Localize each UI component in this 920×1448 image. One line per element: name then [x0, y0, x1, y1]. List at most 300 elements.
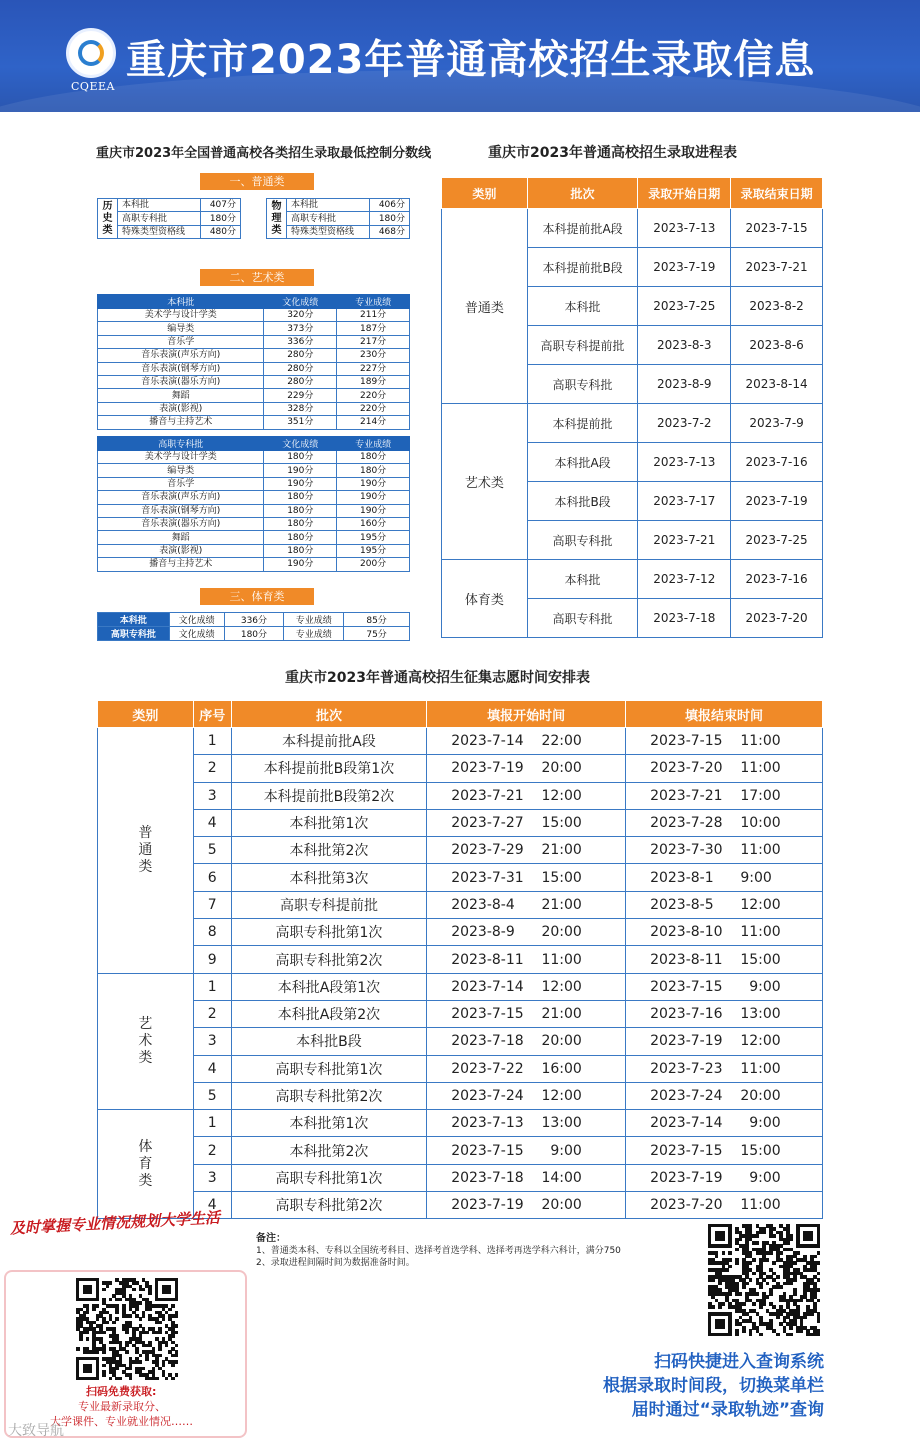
volunteer-row	[98, 809, 823, 836]
qr-module	[789, 1326, 793, 1330]
qr-module	[728, 1265, 732, 1269]
history-score: 180分	[200, 212, 240, 225]
qr-module	[171, 1377, 175, 1381]
qr-module	[125, 1344, 129, 1348]
cta-line-2: 根据录取时间段，切换菜单栏	[603, 1376, 824, 1396]
volunteer-category-char: 普	[138, 824, 153, 841]
art-vocational-major-score: 180分	[337, 451, 410, 464]
qr-module	[776, 1275, 780, 1279]
art-bachelor-culture-score: 280分	[264, 362, 337, 375]
volunteer-batch: 本科批第3次	[231, 864, 427, 891]
qr-module	[162, 1317, 166, 1321]
volunteer-batch: 本科批第1次	[231, 1110, 427, 1137]
qr-module	[779, 1251, 783, 1255]
cta-text	[484, 1350, 824, 1422]
volunteer-end-time: 2023-7-21 17:00	[626, 782, 823, 809]
physics-category	[267, 199, 287, 239]
sport-row	[98, 627, 410, 641]
volunteer-row	[98, 1028, 823, 1055]
art-bachelor-culture-score: 336分	[264, 335, 337, 348]
qr-module	[776, 1333, 780, 1337]
qr-module	[119, 1298, 123, 1302]
volunteer-start-time: 2023-7-18 14:00	[427, 1164, 626, 1191]
qr-module	[752, 1258, 756, 1262]
progress-batch: 本科提前批	[527, 404, 638, 443]
volunteer-end-time: 2023-8-11 15:00	[626, 946, 823, 973]
sport-major-score: 75分	[344, 627, 410, 641]
notes-title: 备注：	[256, 1233, 286, 1244]
qr-module	[139, 1360, 143, 1364]
qr-module	[135, 1308, 139, 1312]
qr-module	[175, 1360, 179, 1364]
progress-end-date: 2023-7-15	[731, 209, 823, 248]
art-vocational-major: 音乐表演(声乐方向)	[98, 491, 264, 504]
qr-module	[735, 1261, 739, 1265]
qr-module	[86, 1331, 90, 1335]
qr-module	[759, 1285, 763, 1289]
progress-end-date: 2023-7-21	[731, 248, 823, 287]
qr-module	[112, 1321, 116, 1325]
progress-end-date: 2023-8-2	[731, 287, 823, 326]
volunteer-start-time: 2023-7-15 9:00	[427, 1137, 626, 1164]
art-bachelor-culture-score: 351分	[264, 416, 337, 429]
volunteer-row	[98, 837, 823, 864]
page-title: 重庆市2023年普通高校招生录取信息	[126, 37, 816, 83]
progress-batch: 高职专科批	[527, 521, 638, 560]
art-vocational-major-score: 190分	[337, 477, 410, 490]
art-vocational-row	[98, 464, 410, 477]
volunteer-seq: 2	[193, 1137, 231, 1164]
volunteer-category-char: 类	[138, 1172, 153, 1189]
progress-batch: 本科批A段	[527, 443, 638, 482]
history-batch: 特殊类型资格线	[118, 225, 201, 238]
qr-module	[800, 1299, 804, 1303]
qr-module	[769, 1251, 773, 1255]
volunteer-end-time: 2023-7-14 9:00	[626, 1110, 823, 1137]
qr-module	[749, 1261, 753, 1265]
qr-module	[722, 1302, 726, 1306]
art-bachelor-major-score: 187分	[337, 322, 410, 335]
qr-module	[115, 1367, 119, 1371]
promo-qr-code[interactable]	[76, 1278, 178, 1380]
progress-row	[442, 404, 823, 443]
sport-major-label: 专业成绩	[284, 613, 344, 627]
physics-row	[267, 199, 410, 212]
volunteer-category-char: 通	[138, 841, 153, 858]
progress-start-date: 2023-7-12	[638, 560, 731, 599]
qr-module	[109, 1281, 113, 1285]
qr-module	[772, 1261, 776, 1265]
qr-module	[139, 1317, 143, 1321]
qr-module	[175, 1373, 179, 1377]
art-bachelor-row	[98, 375, 410, 388]
art-vocational-major: 美术学与设计学类	[98, 451, 264, 464]
volunteer-row	[98, 728, 823, 755]
qr-module	[766, 1295, 770, 1299]
volunteer-end-time: 2023-7-20 11:00	[626, 1192, 823, 1219]
sport-culture-label: 文化成绩	[169, 613, 224, 627]
art-vocational-row	[98, 477, 410, 490]
volunteer-seq: 9	[193, 946, 231, 973]
volunteer-row	[98, 891, 823, 918]
qr-module	[749, 1278, 753, 1282]
art-vocational-row	[98, 491, 410, 504]
volunteer-batch: 高职专科批第1次	[231, 1164, 427, 1191]
art-vocational-row	[98, 451, 410, 464]
qr-module	[793, 1278, 797, 1282]
qr-module	[803, 1316, 807, 1320]
qr-module	[817, 1319, 821, 1323]
progress-header: 录取开始日期	[638, 178, 731, 209]
art-bachelor-major: 舞蹈	[98, 389, 264, 402]
qr-module	[756, 1241, 760, 1245]
sport-major-score: 85分	[344, 613, 410, 627]
qr-module	[793, 1292, 797, 1296]
qr-module	[752, 1272, 756, 1276]
qr-finder-pattern	[803, 1231, 813, 1241]
qr-module	[800, 1329, 804, 1333]
qr-module	[102, 1288, 106, 1292]
qr-module	[175, 1331, 179, 1335]
qr-module	[766, 1258, 770, 1262]
history-cutoff-table	[97, 198, 241, 239]
general-label: 一、普通类	[200, 173, 314, 190]
art-vocational-culture-score: 190分	[264, 558, 337, 571]
qr-module	[776, 1316, 780, 1320]
history-category	[98, 199, 118, 239]
physics-row	[267, 225, 410, 238]
progress-start-date: 2023-8-9	[638, 365, 731, 404]
qr-module	[86, 1337, 90, 1341]
volunteer-row	[98, 1082, 823, 1109]
qr-module	[756, 1292, 760, 1296]
art-vocational-major: 舞蹈	[98, 531, 264, 544]
progress-header: 类别	[442, 178, 528, 209]
qr-module	[722, 1251, 726, 1255]
progress-start-date: 2023-7-2	[638, 404, 731, 443]
art-bachelor-major-score: 220分	[337, 389, 410, 402]
volunteer-batch: 本科批B段	[231, 1028, 427, 1055]
qr-module	[759, 1305, 763, 1309]
art-vocational-major-score: 195分	[337, 544, 410, 557]
volunteer-category-char: 育	[138, 1155, 153, 1172]
progress-start-date: 2023-7-18	[638, 599, 731, 638]
volunteer-seq: 2	[193, 755, 231, 782]
volunteer-seq: 1	[193, 973, 231, 1000]
physics-cutoff-table	[266, 198, 410, 239]
progress-start-date: 2023-7-25	[638, 287, 731, 326]
sport-row	[98, 613, 410, 627]
notes	[256, 1233, 621, 1269]
history-batch: 高职专科批	[118, 212, 201, 225]
qr-module	[735, 1333, 739, 1337]
progress-batch: 本科提前批A段	[527, 209, 638, 248]
qr-module	[789, 1282, 793, 1286]
qr-module	[772, 1234, 776, 1238]
art-vocational-row	[98, 517, 410, 530]
qr-module	[96, 1350, 100, 1354]
qr-module	[139, 1301, 143, 1305]
progress-batch: 本科批	[527, 560, 638, 599]
volunteer-end-time: 2023-7-23 11:00	[626, 1055, 823, 1082]
volunteer-end-time: 2023-8-1 9:00	[626, 864, 823, 891]
volunteer-batch: 本科提前批A段	[231, 728, 427, 755]
volunteer-row	[98, 755, 823, 782]
qr-module	[715, 1255, 719, 1259]
art-bachelor-major-score: 230分	[337, 349, 410, 362]
volunteer-start-time: 2023-8-11 11:00	[427, 946, 626, 973]
volunteer-row	[98, 946, 823, 973]
volunteer-end-time: 2023-7-20 11:00	[626, 755, 823, 782]
qr-module	[142, 1367, 146, 1371]
header-banner	[0, 0, 920, 112]
promo-line-1: 扫码免费获取:	[86, 1385, 157, 1398]
cta-line-1: 扫码快捷进入查询系统	[654, 1352, 824, 1372]
history-score: 480分	[200, 225, 240, 238]
art-bachelor-culture-score: 280分	[264, 375, 337, 388]
art-bachelor-major-score: 189分	[337, 375, 410, 388]
progress-start-date: 2023-7-17	[638, 482, 731, 521]
volunteer-end-time: 2023-8-5 12:00	[626, 891, 823, 918]
volunteer-header: 类别	[98, 701, 194, 728]
art-bachelor-culture-score: 229分	[264, 389, 337, 402]
qr-module	[76, 1347, 80, 1351]
history-batch: 本科批	[118, 199, 201, 212]
volunteer-start-time: 2023-7-14 22:00	[427, 728, 626, 755]
volunteer-end-time: 2023-7-15 15:00	[626, 1137, 823, 1164]
volunteer-title: 重庆市2023年普通高校招生征集志愿时间安排表	[285, 670, 590, 686]
art-vocational-major-score: 180分	[337, 464, 410, 477]
qr-module	[86, 1311, 90, 1315]
volunteer-row	[98, 919, 823, 946]
qr-module	[102, 1373, 106, 1377]
qr-finder-pattern	[162, 1285, 172, 1295]
art-bachelor-major-score: 227分	[337, 362, 410, 375]
sport-cutoff-table	[97, 612, 410, 641]
progress-batch: 高职专科批	[527, 365, 638, 404]
qr-module	[796, 1251, 800, 1255]
volunteer-batch: 高职专科批第1次	[231, 1055, 427, 1082]
qr-module	[752, 1302, 756, 1306]
art-vocational-culture-score: 180分	[264, 517, 337, 530]
qr-module	[742, 1285, 746, 1289]
volunteer-end-time: 2023-7-28 10:00	[626, 809, 823, 836]
art-bachelor-major-score: 220分	[337, 402, 410, 415]
art-vocational-major: 音乐表演(钢琴方向)	[98, 504, 264, 517]
qr-finder-pattern	[83, 1364, 93, 1374]
qr-module	[175, 1314, 179, 1318]
qr-finder-pattern	[715, 1319, 725, 1329]
physics-batch: 特殊类型资格线	[287, 225, 370, 238]
progress-start-date: 2023-7-19	[638, 248, 731, 287]
qr-module	[759, 1333, 763, 1337]
logo-text: CQEEA	[71, 80, 115, 93]
progress-header: 录取结束日期	[731, 178, 823, 209]
qr-module	[109, 1377, 113, 1381]
progress-end-date: 2023-7-20	[731, 599, 823, 638]
volunteer-row	[98, 1000, 823, 1027]
physics-batch: 高职专科批	[287, 212, 370, 225]
art-vocational-major-score: 200分	[337, 558, 410, 571]
art-vocational-culture-score: 180分	[264, 531, 337, 544]
physics-category-char: 物	[271, 200, 282, 212]
art-bachelor-major-score: 211分	[337, 309, 410, 322]
qr-module	[96, 1304, 100, 1308]
art-bachelor-major: 音乐表演(器乐方向)	[98, 375, 264, 388]
history-score: 407分	[200, 199, 240, 212]
volunteer-batch: 本科提前批B段第2次	[231, 782, 427, 809]
volunteer-batch: 本科批A段第1次	[231, 973, 427, 1000]
sport-label: 三、体育类	[200, 588, 314, 605]
qr-module	[718, 1305, 722, 1309]
volunteer-row	[98, 1055, 823, 1082]
qr-module	[139, 1354, 143, 1358]
qr-module	[793, 1261, 797, 1265]
qr-module	[92, 1308, 96, 1312]
volunteer-start-time: 2023-7-31 15:00	[427, 864, 626, 891]
qr-module	[789, 1333, 793, 1337]
volunteer-category	[98, 973, 194, 1109]
volunteer-seq: 3	[193, 782, 231, 809]
art-vocational-major-score: 190分	[337, 504, 410, 517]
physics-category-char: 理	[271, 212, 282, 224]
art-header-major-2: 专业成绩	[337, 437, 410, 451]
volunteer-seq: 4	[193, 809, 231, 836]
volunteer-start-time: 2023-7-27 15:00	[427, 809, 626, 836]
qr-module	[165, 1377, 169, 1381]
volunteer-end-time: 2023-7-30 11:00	[626, 837, 823, 864]
qr-module	[102, 1331, 106, 1335]
progress-row	[442, 560, 823, 599]
art-vocational-culture-score: 180分	[264, 504, 337, 517]
volunteer-start-time: 2023-7-24 12:00	[427, 1082, 626, 1109]
qr-module	[769, 1292, 773, 1296]
volunteer-end-time: 2023-8-10 11:00	[626, 919, 823, 946]
volunteer-batch: 高职专科批第2次	[231, 1082, 427, 1109]
qr-module	[813, 1255, 817, 1259]
volunteer-start-time: 2023-7-21 12:00	[427, 782, 626, 809]
art-label: 二、艺术类	[200, 269, 314, 286]
progress-batch: 本科批B段	[527, 482, 638, 521]
physics-row	[267, 212, 410, 225]
volunteer-batch: 高职专科批第1次	[231, 919, 427, 946]
qr-module	[728, 1251, 732, 1255]
qr-module	[745, 1282, 749, 1286]
qr-module	[789, 1238, 793, 1242]
qr-module	[145, 1331, 149, 1335]
qr-module	[711, 1278, 715, 1282]
qr-module	[115, 1317, 119, 1321]
progress-header: 批次	[527, 178, 638, 209]
qr-module	[762, 1231, 766, 1235]
art-bachelor-major: 播音与主持艺术	[98, 416, 264, 429]
volunteer-seq: 8	[193, 919, 231, 946]
volunteer-batch: 本科批第2次	[231, 1137, 427, 1164]
volunteer-seq: 5	[193, 837, 231, 864]
progress-category: 艺术类	[442, 404, 528, 560]
volunteer-start-time: 2023-7-13 13:00	[427, 1110, 626, 1137]
qr-module	[162, 1364, 166, 1368]
progress-end-date: 2023-7-25	[731, 521, 823, 560]
qr-module	[817, 1272, 821, 1276]
progress-start-date: 2023-7-21	[638, 521, 731, 560]
art-bachelor-major: 音乐表演(声乐方向)	[98, 349, 264, 362]
art-vocational-major: 编导类	[98, 464, 264, 477]
volunteer-end-time: 2023-7-16 13:00	[626, 1000, 823, 1027]
art-vocational-row	[98, 531, 410, 544]
qr-module	[79, 1337, 83, 1341]
art-bachelor-culture-score: 280分	[264, 349, 337, 362]
qr-module	[742, 1329, 746, 1333]
volunteer-batch: 本科批A段第2次	[231, 1000, 427, 1027]
promo-text	[50, 1384, 240, 1429]
qr-finder-pattern	[83, 1285, 93, 1295]
qr-module	[742, 1302, 746, 1306]
sport-culture-label: 文化成绩	[169, 627, 224, 641]
art-vocational-major-score: 190分	[337, 491, 410, 504]
art-bachelor-row	[98, 402, 410, 415]
art-vocational-major: 音乐表演(器乐方向)	[98, 517, 264, 530]
volunteer-seq: 3	[193, 1028, 231, 1055]
volunteer-seq: 1	[193, 1110, 231, 1137]
art-vocational-culture-score: 190分	[264, 477, 337, 490]
promo-line-2: 专业最新录取分、	[78, 1400, 166, 1413]
volunteer-end-time: 2023-7-24 20:00	[626, 1082, 823, 1109]
art-vocational-culture-score: 180分	[264, 491, 337, 504]
history-category-char: 史	[102, 212, 113, 224]
volunteer-seq: 4	[193, 1192, 231, 1219]
volunteer-batch: 本科批第1次	[231, 809, 427, 836]
qr-module	[96, 1317, 100, 1321]
qr-module	[175, 1324, 179, 1328]
volunteer-seq: 1	[193, 728, 231, 755]
qr-module	[106, 1285, 110, 1289]
art-bachelor-major-score: 217分	[337, 335, 410, 348]
qr-module	[735, 1248, 739, 1252]
qr-module	[749, 1333, 753, 1337]
volunteer-category	[98, 728, 194, 974]
qr-module	[171, 1334, 175, 1338]
art-vocational-major: 音乐学	[98, 477, 264, 490]
logo-ring-icon	[78, 40, 104, 66]
volunteer-row	[98, 1164, 823, 1191]
volunteer-start-time: 2023-7-29 21:00	[427, 837, 626, 864]
progress-title: 重庆市2023年普通高校招生录取进程表	[488, 145, 737, 161]
volunteer-seq: 7	[193, 891, 231, 918]
qr-module	[129, 1367, 133, 1371]
volunteer-batch: 高职专科批第2次	[231, 946, 427, 973]
art-vocational-row	[98, 558, 410, 571]
volunteer-row	[98, 782, 823, 809]
history-row	[98, 212, 241, 225]
art-bachelor-major-score: 214分	[337, 416, 410, 429]
volunteer-end-time: 2023-7-15 9:00	[626, 973, 823, 1000]
qr-module	[132, 1288, 136, 1292]
note-item-2: 2、录取进程间隔时间为数据准备时间。	[256, 1258, 415, 1268]
qr-module	[119, 1377, 123, 1381]
qr-module	[817, 1288, 821, 1292]
volunteer-batch: 本科批第2次	[231, 837, 427, 864]
qr-module	[728, 1258, 732, 1262]
query-system-qr-code[interactable]	[708, 1224, 820, 1336]
qr-module	[148, 1291, 152, 1295]
volunteer-start-time: 2023-7-19 20:00	[427, 1192, 626, 1219]
volunteer-start-time: 2023-7-22 16:00	[427, 1055, 626, 1082]
qr-module	[115, 1311, 119, 1315]
art-bachelor-header: 本科批	[98, 295, 264, 309]
qr-module	[766, 1282, 770, 1286]
physics-category-char: 类	[271, 224, 282, 236]
